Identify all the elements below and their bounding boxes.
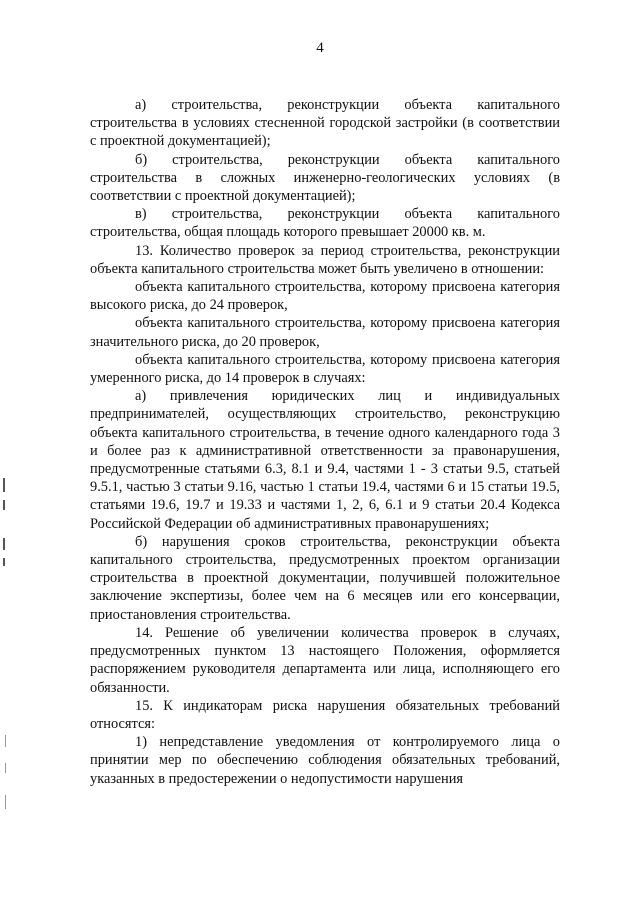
paragraph-case-b: б) нарушения сроков строительства, реконструкции объекта капитального строительства, предусмотренных проектом организации строительства в проектной документации, получившей положительное заключение экспертизы, более чем на 6 месяцев или его консервации, приостановления строительства. <box>90 533 560 623</box>
margin-scan-marks-lower <box>5 735 9 815</box>
paragraph-section-14: 14. Решение об увеличении количества проверок в случаях, предусмотренных пунктом 13 настоящего Положения, оформляется распоряжением руководителя департамента или лица, исполняющего его обязанности. <box>90 624 560 696</box>
paragraph-item-a-cramped: а) строительства, реконструкции объекта капитального строительства в условиях стесненной городской застройки (в соответствии с проектной документацией); <box>90 97 560 150</box>
paragraph-item-b-geology: б) строительства, реконструкции объекта капитального строительства в сложных инженерно-геологических условиях (в соответствии с проектной документацией); <box>90 151 560 205</box>
paragraph-indicator-1: 1) непредставление уведомления от контролируемого лица о принятии мер по обеспечению соблюдения обязательных требований, указанных в предостережении о недопустимости нарушения <box>90 734 560 787</box>
paragraph-item-v-area: в) строительства, реконструкции объекта капитального строительства, общая площадь которого превышает 20000 кв. м. <box>90 206 560 241</box>
page-number: 4 <box>316 40 324 56</box>
document-body <box>90 96 560 788</box>
paragraph-high-risk: объекта капитального строительства, которому присвоена категория высокого риска, до 24 проверок, <box>90 279 560 314</box>
paragraph-case-a: а) привлечения юридических лиц и индивидуальных предпринимателей, осуществляющих строительство, реконструкцию объекта капитального строительства, в течение одного календарного года 3 и более раз к административной ответственности за правонарушения, предусмотренные статьями 6.3, 8.1 и 9.4, частями 1 - 3 статьи 9.5, статьей 9.5.1, частью 3 статьи 9.16, частью 1 статьи 19.4, частями 6 и 15 статьи 19.5, статьями 19.6, 19.7 и 19.33 и частями 1, 2, 6, 6.1 и 9 статьи 20.4 Кодекса Российской Федерации об административных правонарушениях; <box>90 388 560 532</box>
paragraph-section-13: 13. Количество проверок за период строительства, реконструкции объекта капитального строительства может быть увеличено в отношении: <box>90 242 560 277</box>
margin-scan-marks <box>3 478 9 568</box>
paragraph-moderate-risk: объекта капитального строительства, которому присвоена категория умеренного риска, до 14 проверок в случаях: <box>90 351 560 387</box>
paragraph-section-15: 15. К индикаторам риска нарушения обязательных требований относятся: <box>90 697 560 732</box>
paragraph-significant-risk: объекта капитального строительства, которому присвоена категория значительного риска, до 20 проверок, <box>90 315 560 350</box>
